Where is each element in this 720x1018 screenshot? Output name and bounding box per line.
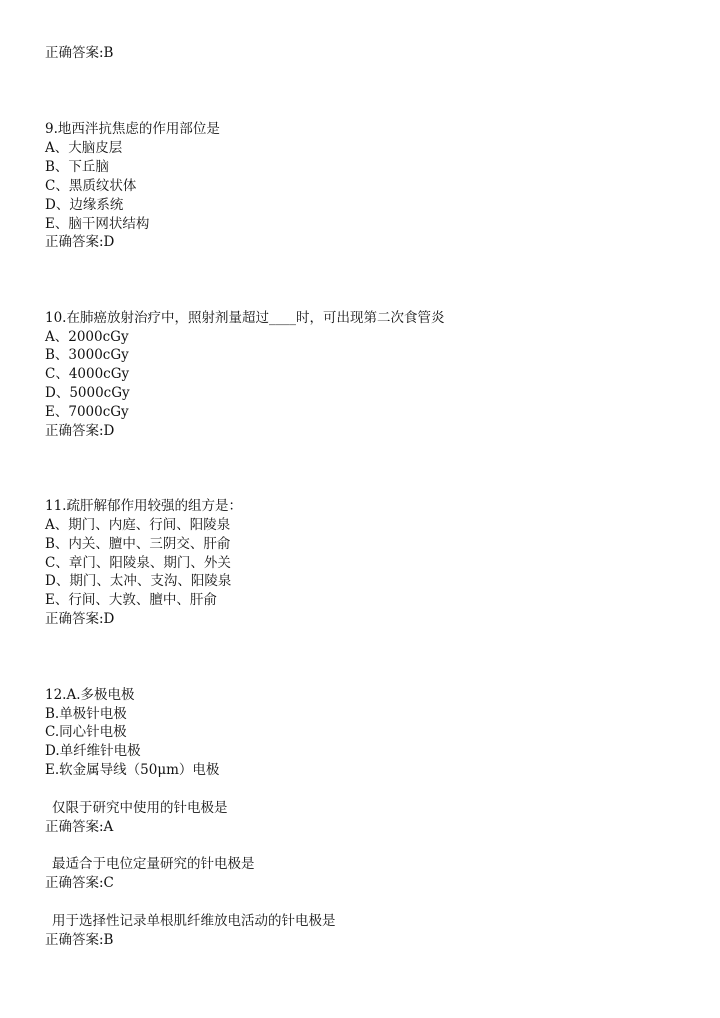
answer-line: 正确答案:D [45, 234, 115, 250]
option-a: A、大脑皮层 [45, 140, 123, 156]
sub-question: 最适合于电位定量研究的针电极是 [52, 856, 255, 872]
question-stem: 10.在肺癌放射治疗中，照射剂量超过____时，可出现第二次食管炎 [45, 310, 445, 326]
option-d: D.单纤维针电极 [45, 743, 141, 759]
answer-line: 正确答案:B [45, 932, 114, 948]
option-b: B、下丘脑 [45, 159, 109, 175]
option-a: A、2000cGy [45, 329, 129, 345]
option-d: D、期门、太冲、支沟、阳陵泉 [45, 573, 232, 589]
option-d: D、5000cGy [45, 385, 130, 401]
option-c: C、黑质纹状体 [45, 178, 137, 194]
option-c: C、章门、阳陵泉、期门、外关 [45, 555, 231, 571]
option-d: D、边缘系统 [45, 197, 124, 213]
answer-line: 正确答案:D [45, 611, 115, 627]
option-b: B、3000cGy [45, 347, 129, 363]
option-c: C、4000cGy [45, 366, 130, 382]
option-e: E.软金属导线（50μm）电极 [45, 762, 220, 778]
question-stem: 12.A.多极电极 [45, 687, 135, 703]
option-b: B.单极针电极 [45, 706, 127, 722]
answer-line: 正确答案:A [45, 819, 114, 835]
question-stem: 11.疏肝解郁作用较强的组方是： [45, 498, 242, 514]
answer-line: 正确答案:D [45, 423, 115, 439]
option-e: E、脑干网状结构 [45, 216, 150, 232]
answer-line: 正确答案:C [45, 875, 114, 891]
question-stem: 9.地西泮抗焦虑的作用部位是 [45, 121, 220, 137]
exam-page [45, 0, 705, 1018]
option-c: C.同心针电极 [45, 724, 127, 740]
option-a: A、期门、内庭、行间、阳陵泉 [45, 517, 231, 533]
sub-question: 仅限于研究中使用的针电极是 [52, 800, 228, 816]
option-e: E、行间、大敦、膻中、肝俞 [45, 592, 217, 608]
option-b: B、内关、膻中、三阴交、肝俞 [45, 536, 231, 552]
sub-question: 用于选择性记录单根肌纤维放电活动的针电极是 [52, 913, 336, 929]
answer-line: 正确答案:B [45, 45, 114, 61]
option-e: E、7000cGy [45, 404, 129, 420]
